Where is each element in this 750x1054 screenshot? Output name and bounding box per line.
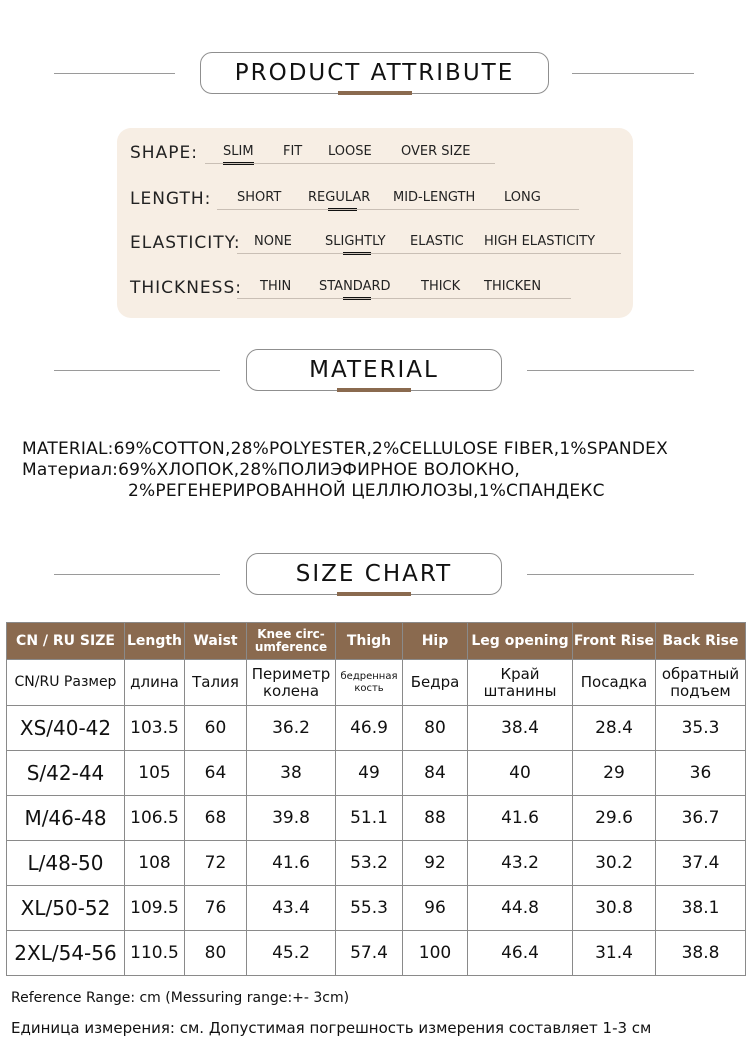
value-cell: 41.6 xyxy=(468,796,573,841)
size-cell: S/42-44 xyxy=(7,751,125,796)
header-ru-cell: CN/RU Размер xyxy=(7,660,125,706)
section-heading-attribute xyxy=(200,52,549,94)
header-cell: Knee circ- umference xyxy=(247,623,336,660)
value-cell: 96 xyxy=(403,886,468,931)
header-cell: Front Rise xyxy=(573,623,656,660)
attr-rule xyxy=(217,209,579,210)
attr-option: HIGH ELASTICITY xyxy=(484,234,596,249)
value-cell: 30.8 xyxy=(573,886,656,931)
value-cell: 64 xyxy=(185,751,247,796)
divider-line xyxy=(54,73,175,74)
reference-range-note: Reference Range: cm (Messuring range:+- 3cm) xyxy=(11,990,350,1006)
attr-option: SLIGHTLY xyxy=(325,234,386,249)
table-row xyxy=(7,706,746,751)
value-cell: 36.2 xyxy=(247,706,336,751)
section-heading-material xyxy=(246,349,502,391)
accent-bar xyxy=(337,592,411,596)
accent-bar xyxy=(337,388,411,392)
value-cell: 76 xyxy=(185,886,247,931)
value-cell: 72 xyxy=(185,841,247,886)
table-row xyxy=(7,796,746,841)
attr-rule xyxy=(237,253,621,254)
value-cell: 92 xyxy=(403,841,468,886)
value-cell: 43.2 xyxy=(468,841,573,886)
table-row xyxy=(7,886,746,931)
divider-line xyxy=(54,574,220,575)
header-ru-cell: длина xyxy=(125,660,185,706)
value-cell: 40 xyxy=(468,751,573,796)
value-cell: 30.2 xyxy=(573,841,656,886)
value-cell: 44.8 xyxy=(468,886,573,931)
table-header-row xyxy=(7,623,746,660)
value-cell: 51.1 xyxy=(336,796,403,841)
material-value: 69%ХЛОПОК,28%ПОЛИЭФИРНОЕ ВОЛОКНО, xyxy=(118,460,521,480)
attr-rule xyxy=(205,163,495,164)
header-cell: Back Rise xyxy=(656,623,746,660)
value-cell: 38.4 xyxy=(468,706,573,751)
value-cell: 60 xyxy=(185,706,247,751)
value-cell: 29 xyxy=(573,751,656,796)
attr-option: FIT xyxy=(283,144,303,159)
size-chart-table xyxy=(6,622,746,976)
reference-range-note-ru: Единица измерения: см. Допустимая погрешность измерения составляет 1-3 см xyxy=(11,1019,652,1037)
header-ru-cell: обратный подъем xyxy=(656,660,746,706)
attr-label: THICKNESS: xyxy=(130,278,242,298)
material-label: MATERIAL: xyxy=(22,439,114,459)
value-cell: 88 xyxy=(403,796,468,841)
attr-option: LOOSE xyxy=(328,144,372,159)
attr-label: LENGTH: xyxy=(130,189,212,209)
header-cell: CN / RU SIZE xyxy=(7,623,125,660)
value-cell: 38 xyxy=(247,751,336,796)
material-ru-line2: 2%РЕГЕНЕРИРОВАННОЙ ЦЕЛЛЮЛОЗЫ,1%СПАНДЕКС xyxy=(128,481,605,501)
attr-option: THICKEN xyxy=(484,279,542,294)
value-cell: 84 xyxy=(403,751,468,796)
header-ru-cell: Периметр колена xyxy=(247,660,336,706)
value-cell: 46.9 xyxy=(336,706,403,751)
value-cell: 53.2 xyxy=(336,841,403,886)
header-ru-cell: Край штанины xyxy=(468,660,573,706)
accent-bar xyxy=(338,91,412,95)
section-title: PRODUCT ATTRIBUTE xyxy=(234,60,515,86)
header-ru-cell: Посадка xyxy=(573,660,656,706)
attr-option: MID-LENGTH xyxy=(393,190,476,205)
table-row xyxy=(7,931,746,976)
value-cell: 105 xyxy=(125,751,185,796)
divider-line xyxy=(572,73,694,74)
value-cell: 36 xyxy=(656,751,746,796)
attr-option: NONE xyxy=(254,234,292,249)
value-cell: 38.8 xyxy=(656,931,746,976)
value-cell: 38.1 xyxy=(656,886,746,931)
header-cell: Length xyxy=(125,623,185,660)
header-ru-cell: бедренная кость xyxy=(336,660,403,706)
header-cell: Hip xyxy=(403,623,468,660)
value-cell: 103.5 xyxy=(125,706,185,751)
value-cell: 108 xyxy=(125,841,185,886)
value-cell: 109.5 xyxy=(125,886,185,931)
divider-line xyxy=(527,370,694,371)
attr-label: ELASTICITY: xyxy=(130,233,241,253)
size-cell: XL/50-52 xyxy=(7,886,125,931)
value-cell: 39.8 xyxy=(247,796,336,841)
size-cell: M/46-48 xyxy=(7,796,125,841)
attribute-panel xyxy=(117,128,633,318)
attr-rule xyxy=(237,298,571,299)
value-cell: 80 xyxy=(185,931,247,976)
attr-option: THICK xyxy=(421,279,461,294)
attr-option: LONG xyxy=(504,190,541,205)
value-cell: 68 xyxy=(185,796,247,841)
attr-option: OVER SIZE xyxy=(401,144,471,159)
header-ru-cell: Бедра xyxy=(403,660,468,706)
attr-option: SHORT xyxy=(237,190,282,205)
section-title: SIZE CHART xyxy=(295,561,453,587)
value-cell: 37.4 xyxy=(656,841,746,886)
value-cell: 57.4 xyxy=(336,931,403,976)
material-value: 69%COTTON,28%POLYESTER,2%CELLULOSE FIBER,1%SPANDEX xyxy=(113,439,668,459)
divider-line xyxy=(527,574,694,575)
size-cell: L/48-50 xyxy=(7,841,125,886)
value-cell: 31.4 xyxy=(573,931,656,976)
header-ru-cell: Талия xyxy=(185,660,247,706)
material-ru xyxy=(22,460,520,480)
value-cell: 55.3 xyxy=(336,886,403,931)
value-cell: 41.6 xyxy=(247,841,336,886)
size-cell: 2XL/54-56 xyxy=(7,931,125,976)
value-cell: 100 xyxy=(403,931,468,976)
value-cell: 80 xyxy=(403,706,468,751)
size-cell: XS/40-42 xyxy=(7,706,125,751)
table-row xyxy=(7,841,746,886)
attr-option: ELASTIC xyxy=(410,234,464,249)
value-cell: 45.2 xyxy=(247,931,336,976)
header-cell: Leg opening xyxy=(468,623,573,660)
table-row xyxy=(7,751,746,796)
divider-line xyxy=(54,370,220,371)
value-cell: 49 xyxy=(336,751,403,796)
attr-option: SLIM xyxy=(223,144,254,159)
attr-option: STANDARD xyxy=(319,279,391,294)
material-label: Материал: xyxy=(22,460,119,480)
value-cell: 110.5 xyxy=(125,931,185,976)
value-cell: 28.4 xyxy=(573,706,656,751)
value-cell: 106.5 xyxy=(125,796,185,841)
value-cell: 36.7 xyxy=(656,796,746,841)
header-cell: Waist xyxy=(185,623,247,660)
section-heading-size-chart xyxy=(246,553,502,595)
attr-label: SHAPE: xyxy=(130,143,198,163)
value-cell: 35.3 xyxy=(656,706,746,751)
value-cell: 46.4 xyxy=(468,931,573,976)
material-en xyxy=(22,439,668,459)
value-cell: 29.6 xyxy=(573,796,656,841)
table-header-ru-row xyxy=(7,660,746,706)
attr-option: THIN xyxy=(260,279,292,294)
value-cell: 43.4 xyxy=(247,886,336,931)
section-title: MATERIAL xyxy=(309,357,439,383)
attr-option: REGULAR xyxy=(308,190,371,205)
header-cell: Thigh xyxy=(336,623,403,660)
